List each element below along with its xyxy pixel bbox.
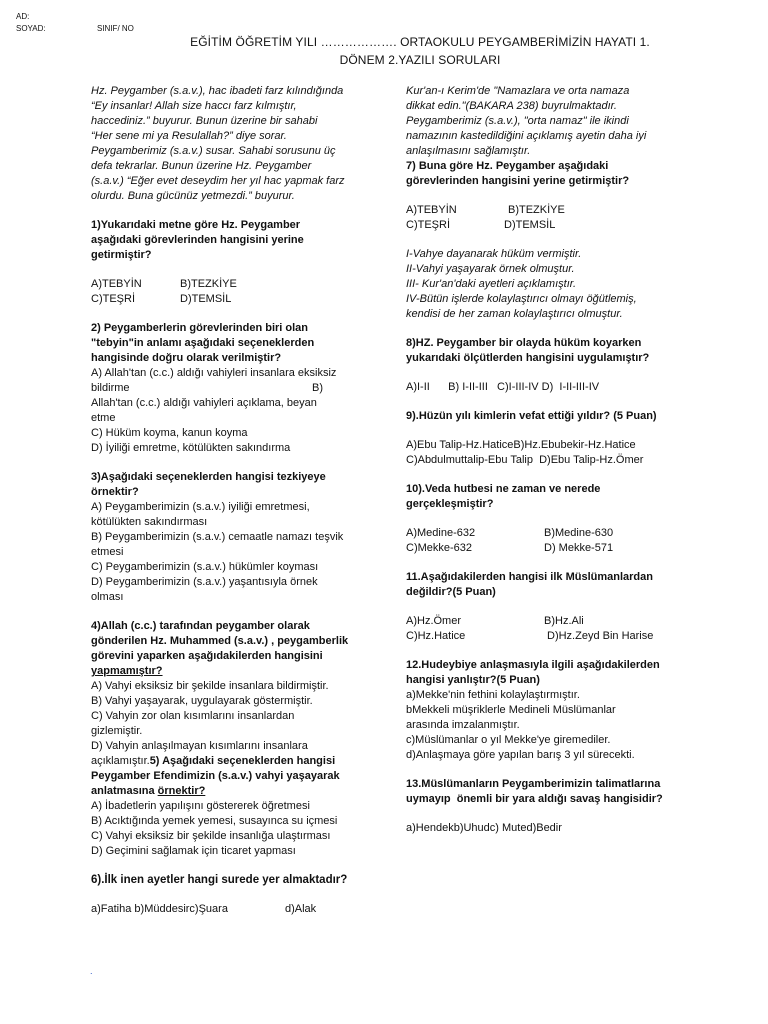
exam-title-line-2: DÖNEM 2.YAZILI SORULARI bbox=[339, 53, 501, 67]
options-row bbox=[406, 541, 696, 556]
option-a[interactable]: a)Mekke'nin fethini kolaylaştırmıştır. bbox=[406, 689, 580, 701]
left-column bbox=[91, 84, 376, 917]
criteria-list bbox=[406, 247, 696, 322]
question-text: yukarıdaki ölçütlerden hangisini uygulamıştır? bbox=[406, 352, 650, 364]
option-b-continued[interactable]: arasında imzalanmıştır. bbox=[406, 719, 520, 731]
passage-line: namazının kastedildiğini açıklamış ayetin daha iyi bbox=[406, 130, 647, 142]
option-a[interactable]: A)TEBYİN bbox=[406, 204, 457, 216]
question-6: 6).İlk inen ayetler hangi surede yer almaktadır? bbox=[91, 874, 348, 886]
footer-dot: . bbox=[90, 966, 93, 976]
question-text-last bbox=[91, 784, 376, 799]
option-d[interactable]: D) Geçimini sağlamak için ticaret yapması bbox=[91, 845, 296, 857]
option-d[interactable]: D) Peygamberimizin (s.a.v.) yaşantısıyla örnek bbox=[91, 576, 318, 588]
option-d[interactable]: D) Mekke-571 bbox=[544, 542, 614, 554]
question-text: 3)Aşağıdaki seçeneklerden hangisi tezkiyeye bbox=[91, 471, 326, 483]
option-d[interactable]: D)TEMSİL bbox=[180, 293, 232, 305]
option-a-continued bbox=[91, 381, 376, 396]
passage-line: Peygamberimiz (s.a.v.) susar. Sahabi sorusunu üç bbox=[91, 145, 336, 157]
option-a-b-c[interactable]: a)Fatiha b)Müddesirc)Şuara bbox=[91, 903, 228, 915]
option-a[interactable]: A) İbadetlerin yapılışını göstererek öğretmesi bbox=[91, 800, 310, 812]
question-text: 8)HZ. Peygamber bir olayda hüküm koyarken bbox=[406, 337, 642, 349]
question-text: hangisi yanlıştır?(5 Puan) bbox=[406, 674, 540, 686]
name-label: AD: bbox=[16, 12, 30, 21]
question-2 bbox=[91, 321, 376, 366]
option-c[interactable]: C)Hz.Hatice bbox=[406, 630, 466, 642]
option-b[interactable]: B)Hz.Ali bbox=[544, 615, 584, 627]
criteria-item: III- Kur'an'daki ayetleri açıklamıştır. bbox=[406, 278, 577, 290]
option-c[interactable]: C)TEŞRİ bbox=[406, 219, 450, 231]
question-10 bbox=[406, 482, 696, 512]
option-c-continued[interactable]: gizlemiştir. bbox=[91, 725, 143, 737]
question-text: 1)Yukarıdaki metne göre Hz. Peygamber bbox=[91, 219, 301, 231]
question-text: görevini yaparken aşağıdakilerden hangisini bbox=[91, 650, 323, 662]
passage-line: “Ey insanlar! Allah size haccı farz kılmıştır, bbox=[91, 100, 297, 112]
criteria-item: II-Vahyi yaşayarak örnek olmuştur. bbox=[406, 263, 575, 275]
class-number-label: SINIF/ NO bbox=[97, 24, 134, 33]
passage-line: Hz. Peygamber (s.a.v.), hac ibadeti farz kılındığında bbox=[91, 85, 344, 97]
option-a[interactable]: A)Hz.Ömer bbox=[406, 615, 461, 627]
question-text: hangisinde doğru olarak verilmiştir? bbox=[91, 352, 282, 364]
option-b[interactable]: B)TEZKİYE bbox=[508, 204, 565, 216]
question-9-options-ab[interactable]: A)Ebu Talip-Hz.HaticeB)Hz.Ebubekir-Hz.Hatice bbox=[406, 439, 636, 451]
question-text: getirmiştir? bbox=[91, 249, 152, 261]
options-row bbox=[91, 292, 376, 307]
question-7 bbox=[406, 159, 696, 189]
question-13 bbox=[406, 777, 696, 807]
option-c[interactable]: c)Müslümanlar o yıl Mekke'ye giremediler. bbox=[406, 734, 611, 746]
exam-title-line-1: EĞİTİM ÖĞRETİM YILI ………………. ORTAOKULU PEYGAMBERİMİZİN HAYATI 1. bbox=[190, 35, 650, 49]
option-d-and-question-5 bbox=[91, 754, 376, 769]
question-text: aşağıdaki görevlerinden hangisini yerine bbox=[91, 234, 304, 246]
option-d-continued[interactable]: açıklamıştır. bbox=[91, 755, 150, 767]
question-8 bbox=[406, 336, 696, 366]
option-a[interactable]: A)TEBYİN bbox=[91, 278, 142, 290]
option-a[interactable]: A) Vahyi eksiksiz bir şekilde insanlara bildirmiştir. bbox=[91, 680, 329, 692]
options-row bbox=[406, 203, 696, 218]
question-5 bbox=[91, 769, 376, 799]
question-3 bbox=[91, 470, 376, 500]
question-text-underlined: örnektir? bbox=[157, 785, 206, 797]
question-5-start: 5) Aşağıdaki seçeneklerden hangisi bbox=[149, 755, 336, 767]
options-row bbox=[406, 526, 696, 541]
question-9-options-cd[interactable]: C)Abdulmuttalip-Ebu Talip D)Ebu Talip-Hz.Ömer bbox=[406, 454, 644, 466]
question-12 bbox=[406, 658, 696, 688]
question-4 bbox=[91, 619, 376, 679]
question-text: gönderilen Hz. Muhammed (s.a.v.) , peygamberlik bbox=[91, 635, 349, 647]
option-a[interactable]: A)Medine-632 bbox=[406, 527, 476, 539]
question-text: 10).Veda hutbesi ne zaman ve nerede bbox=[406, 483, 601, 495]
question-text: 7) Buna göre Hz. Peygamber aşağıdaki bbox=[406, 160, 609, 172]
option-c[interactable]: C)Mekke-632 bbox=[406, 542, 473, 554]
option-b-continued[interactable]: etmesi bbox=[91, 546, 124, 558]
passage-line: haccediniz.” buyurur. Bunun üzerine bir sahabi bbox=[91, 115, 318, 127]
question-text: 4)Allah (c.c.) tarafından peygamber olarak bbox=[91, 620, 310, 632]
question-text: gerçekleşmiştir? bbox=[406, 498, 494, 510]
option-b-continued[interactable]: etme bbox=[91, 412, 116, 424]
question-8-options[interactable]: A)I-II B) I-II-III C)I-III-IV D) I-II-III-IV bbox=[406, 381, 600, 393]
question-text-negative: yapmamıştır? bbox=[91, 665, 163, 677]
option-b-marker[interactable]: B) bbox=[312, 382, 323, 394]
option-d[interactable]: D) İyiliği emretme, kötülükten sakındırma bbox=[91, 442, 291, 454]
question-text: 2) Peygamberlerin görevlerinden biri olan bbox=[91, 322, 309, 334]
criteria-item: kendisi de her zaman kolaylaştırıcı olmuştur. bbox=[406, 308, 623, 320]
question-text-plain: anlatmasına bbox=[91, 785, 158, 797]
option-c[interactable]: C) Vahyi eksiksiz bir şekilde insanlığa ulaştırması bbox=[91, 830, 331, 842]
passage-line: olurdu. Buna gücünüz yetmezdi.” buyurur. bbox=[91, 190, 295, 202]
option-a[interactable]: A) Peygamberimizin (s.a.v.) iyiliği emretmesi, bbox=[91, 501, 310, 513]
passage-line: dikkat edin."(BAKARA 238) buyrulmaktadır. bbox=[406, 100, 617, 112]
option-d[interactable]: d)Alak bbox=[285, 903, 317, 915]
question-text: 13.Müslümanların Peygamberimizin talimatlarına bbox=[406, 778, 661, 790]
question-text: değildir?(5 Puan) bbox=[406, 586, 496, 598]
option-b[interactable]: B)TEZKİYE bbox=[180, 278, 237, 290]
question-9: 9).Hüzün yılı kimlerin vefat ettiği yıldır? (5 Puan) bbox=[406, 410, 657, 422]
question-text: 12.Hudeybiye anlaşmasıyla ilgili aşağıdakilerden bbox=[406, 659, 660, 671]
option-b[interactable]: bMekkeli müşriklerle Medineli Müslümanlar bbox=[406, 704, 616, 716]
question-text: örnektir? bbox=[91, 486, 139, 498]
passage-orta-namaz bbox=[406, 84, 696, 159]
option-b[interactable]: B) Vahyi yaşayarak, uygulayarak göstermiştir. bbox=[91, 695, 313, 707]
question-text: görevlerinden hangisini yerine getirmiştir? bbox=[406, 175, 630, 187]
option-d[interactable]: d)Anlaşmaya göre yapılan barış 3 yıl sürecekti. bbox=[406, 749, 635, 761]
option-d[interactable]: D)Hz.Zeyd Bin Harise bbox=[547, 630, 654, 642]
option-b[interactable]: B)Medine-630 bbox=[544, 527, 614, 539]
option-b[interactable]: B) Acıktığında yemek yemesi, susayınca su içmesi bbox=[91, 815, 338, 827]
options-row bbox=[406, 629, 696, 644]
question-text: "tebyin"in anlamı aşağıdaki seçeneklerden bbox=[91, 337, 315, 349]
question-1 bbox=[91, 218, 376, 263]
option-c[interactable]: C) Peygamberimizin (s.a.v.) hükümler koyması bbox=[91, 561, 319, 573]
passage-line: “Her sene mi ya Resulallah?” diye sorar. bbox=[91, 130, 287, 142]
option-d[interactable]: D)TEMSİL bbox=[504, 219, 556, 231]
criteria-item: I-Vahye dayanarak hüküm vermiştir. bbox=[406, 248, 582, 260]
passage-line: (s.a.v.) “Eğer evet deseydim her yıl hac yapmak farz bbox=[91, 175, 345, 187]
question-text: uymayıp önemli bir yara aldığı savaş hangisidir? bbox=[406, 793, 663, 805]
option-b[interactable]: Allah'tan (c.c.) aldığı vahiyleri açıklama, beyan bbox=[91, 397, 317, 409]
passage-line: anlaşılmasını sağlamıştır. bbox=[406, 145, 531, 157]
options-row bbox=[406, 218, 696, 233]
option-b[interactable]: B) Peygamberimizin (s.a.v.) cemaatle namazı teşvik bbox=[91, 531, 344, 543]
question-text: Peygamber Efendimizin (s.a.v.) vahyi yaşayarak bbox=[91, 770, 340, 782]
passage-line: defa tekrarlar. Bunun üzerine Hz. Peygamber bbox=[91, 160, 312, 172]
question-text: 11.Aşağıdakilerden hangisi ilk Müslümanlardan bbox=[406, 571, 653, 583]
passage-line: Kur'an-ı Kerim'de "Namazlara ve orta namaza bbox=[406, 85, 630, 97]
option-d-continued[interactable]: olması bbox=[91, 591, 124, 603]
question-11 bbox=[406, 570, 696, 600]
option-a-continued[interactable]: kötülükten sakındırması bbox=[91, 516, 208, 528]
surname-label: SOYAD: bbox=[16, 24, 46, 33]
option-c[interactable]: C) Hüküm koyma, kanun koyma bbox=[91, 427, 248, 439]
option-c[interactable]: C) Vahyin zor olan kısımlarını insanlardan bbox=[91, 710, 295, 722]
right-column bbox=[406, 84, 696, 836]
option-a[interactable]: A) Allah'tan (c.c.) aldığı vahiyleri insanlara eksiksiz bbox=[91, 367, 337, 379]
passage-hajj bbox=[91, 84, 376, 204]
passage-line: Peygamberimiz (s.a.v.), "orta namaz" ile ikindi bbox=[406, 115, 629, 127]
criteria-item: IV-Bütün işlerde kolaylaştırıcı olmayı öğütlemiş, bbox=[406, 293, 637, 305]
option-d[interactable]: D) Vahyin anlaşılmayan kısımlarını insanlara bbox=[91, 740, 308, 752]
options-row bbox=[91, 902, 376, 917]
option-a-text[interactable]: bildirme bbox=[91, 382, 130, 394]
option-c[interactable]: C)TEŞRİ bbox=[91, 293, 135, 305]
question-13-options[interactable]: a)Hendekb)Uhudc) Muted)Bedir bbox=[406, 822, 562, 834]
options-row bbox=[91, 277, 376, 292]
options-row bbox=[406, 614, 696, 629]
